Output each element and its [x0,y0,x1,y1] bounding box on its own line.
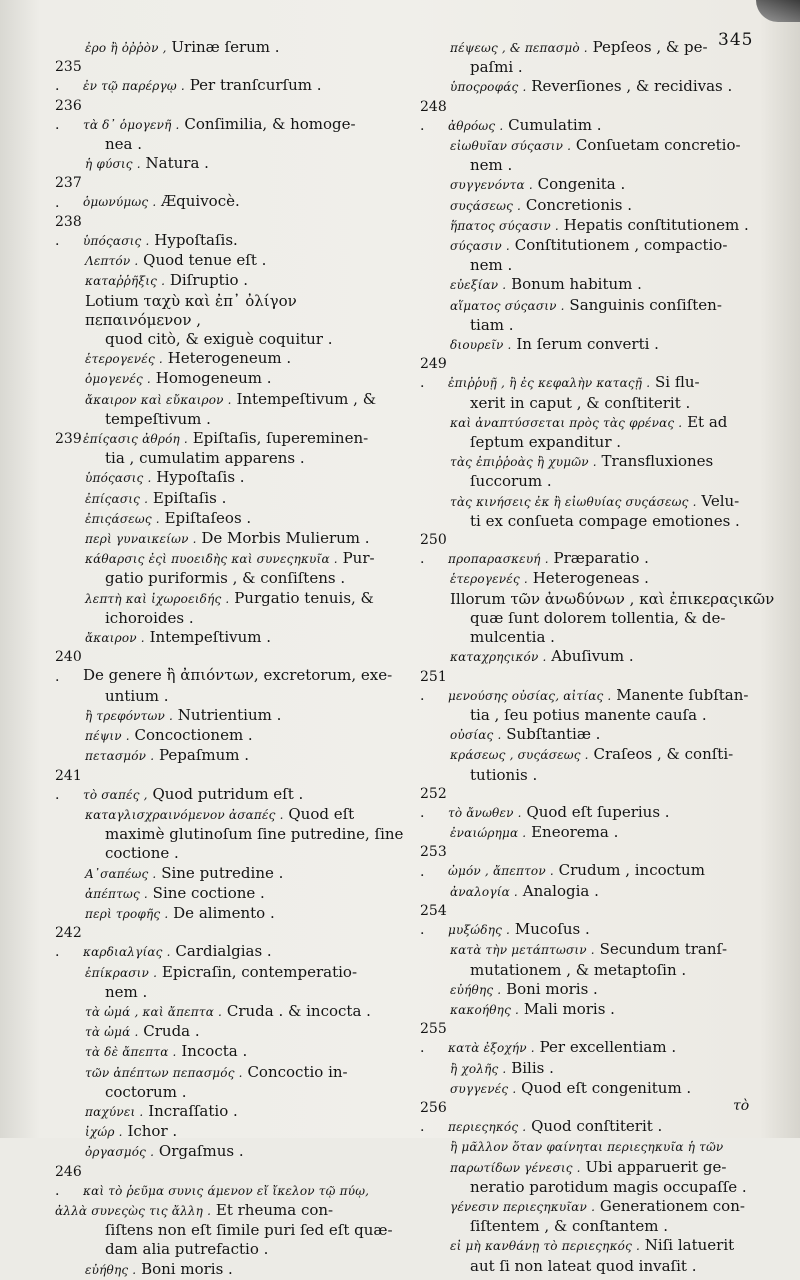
latin-translation: Pepaſmum . [159,746,250,765]
entry-continuation: quæ ſunt dolorem tollentia, & de- mulcentia . [470,608,726,647]
latin-translation: Quod eſt ſuperius . [526,802,670,821]
entry-continuation: tempeſtivum . [105,409,211,428]
latin-translation: Congenita . [537,175,626,194]
glossary-entry [55,805,405,864]
glossary-entry [420,452,775,491]
greek-term: ἀναλογία . [450,884,518,899]
entry-number: 235. [55,59,82,95]
greek-term: συγγενές . [450,1081,517,1096]
glossary-entry [55,706,405,726]
greek-term: ἐν τῷ παρέργῳ . [83,79,185,94]
page-number: 345 [718,30,754,50]
latin-translation: Secundum tranſ- [599,940,728,959]
glossary-entry [55,767,405,805]
latin-translation: De Morbis Mulierum . [201,529,370,548]
glossary-entry [55,726,405,746]
entry-number: 255. [420,1021,447,1057]
greek-term: ἐπιῤῥυῇ , ἢ ἐς κεφαλὴν καταςῇ . [448,376,651,391]
glossary-entry [420,236,775,275]
greek-term: καὶ τὸ ῥεῦμα συνις άμενον εἴ ἴκελον τῷ πύῳ, ἀλλὰ συνεςὼς τις ἄλλη . [55,1183,370,1218]
greek-term: ἡ φύσις . [85,157,141,172]
greek-term: ὑποςροφάς . [450,80,527,95]
latin-translation: Analogia . [522,881,599,900]
glossary-entry [55,1142,405,1162]
greek-term: τὸ σαπές , [83,787,148,802]
glossary-entry [420,1059,775,1079]
glossary-entry [55,154,405,174]
greek-term: εὐήθης . [450,982,502,997]
greek-term: κακοήθης . [450,1002,520,1017]
greek-term: τὰ ὠμά , καὶ ἄπεπτα . [85,1004,223,1019]
latin-translation: Quod tenue eſt . [143,251,267,270]
greek-term: συγγενόντα . [450,178,533,193]
latin-translation: Sine coctione . [152,883,265,902]
latin-translation: Nutrientium . [177,705,282,724]
latin-translation: Homogeneum . [155,369,272,388]
glossary-entry [420,902,775,940]
entry-number: 256. [420,1099,447,1136]
glossary-entry [55,390,405,429]
latin-translation: Mucoſus . [514,920,590,939]
latin-translation: Transfluxiones [601,452,714,471]
greek-term: ὁμωνύμως . [83,195,157,210]
glossary-entry [420,275,775,295]
latin-translation: Subſtantiæ . [506,725,601,744]
entry-continuation: nea . [105,135,143,154]
latin-translation: Per tranſcurſum . [189,76,322,95]
entry-continuation: ſuccorum . [470,472,552,491]
latin-translation: Epiſtaſis . [152,488,227,507]
entry-number: 249. [420,356,447,392]
latin-translation: Niſi latuerit [644,1236,735,1255]
latin-translation: Craſeos , & conſti- [593,745,734,764]
greek-term: καρδιαλγίας . [83,945,171,960]
glossary-entry [420,1079,775,1099]
latin-translation: Hypoſtaſis. [154,231,238,250]
greek-term: ἢ τρεφόντων . [85,708,174,723]
latin-translation: Bilis . [511,1058,554,1077]
latin-translation: Heterogeneum . [167,349,292,368]
latin-translation: Si flu- [655,373,700,392]
greek-term: διουρεῖν . [450,338,512,353]
greek-term: καταγλισχραινόμενον ἀσαπές . [85,807,284,822]
latin-translation: Concretionis . [525,195,633,214]
latin-translation: Cruda . & incocta . [226,1001,371,1020]
greek-term: πέψεως , & πεπασμὸ . [450,41,588,55]
greek-term: τὸ ἄνωθεν . [448,805,522,820]
latin-translation: Conſimilia, & homoge- [184,114,356,133]
entry-continuation: maximè glutinoſum ſine putredine, ſine coctione . [105,825,404,863]
entry-continuation: xerit in caput , & conſtiterit . [470,393,691,412]
greek-term: ἐπιςάσεως . [85,511,160,526]
greek-term: ἢ χολῆς . [450,1061,507,1076]
left-column [55,38,405,1280]
latin-translation: Cruda . [143,1022,200,1041]
glossary-entry [420,843,775,881]
glossary-entry [55,292,405,350]
glossary-entry [420,196,775,216]
latin-translation: Quod conſtiterit . [531,1117,663,1136]
glossary-entry [420,1000,775,1020]
glossary-entry [55,589,405,628]
latin-translation: Natura . [145,154,209,173]
entry-continuation: quod citò, & exiguè coquitur . [105,330,333,349]
latin-translation: Intempeſtivum . [149,628,272,647]
entry-number: 242. [55,925,82,961]
greek-term: ἀπέπτως . [85,886,148,901]
latin-translation: Incraſſatio . [148,1101,238,1120]
greek-term: ἄκαιρον καὶ εὔκαιρον . [85,392,232,407]
entry-number: 248. [420,98,447,134]
glossary-entry [55,884,405,904]
greek-term: ἢ μᾶλλον ὅταν φαίνηται περιεςηκυῖα ἡ τῶν παρωτίδων γένεσις . [450,1140,724,1175]
glossary-entry [420,882,775,902]
latin-translation: Abuſivum . [551,647,634,666]
latin-translation: Purgatio tenuis, & [234,588,374,607]
entry-continuation: tia , ſeu potius manente cauſa . [470,705,707,724]
latin-translation: Ubi apparuerit ge- [585,1157,727,1176]
entry-continuation: ti ex conſueta compage emotiones . [470,511,740,530]
greek-term: οὐσίας . [450,728,502,743]
glossary-entry [55,1063,405,1102]
glossary-entry [420,823,775,843]
latin-translation: Ichor . [127,1122,178,1141]
glossary-entry [55,251,405,271]
glossary-entry [55,1163,405,1260]
glossary-entry [55,1042,405,1062]
glossary-entry [55,271,405,291]
glossary-entry [420,531,775,569]
greek-term: περιεςηκός . [448,1120,527,1135]
greek-term: ἄκαιρον . [85,631,145,646]
greek-term: μυξώδης . [448,923,511,938]
greek-term: τῶν ἀπέπτων πεπασμός . [85,1065,243,1080]
latin-translation: Hypoſtaſis . [156,468,245,487]
latin-translation: De genere ἢ ἀπιόντων, excretorum, exe- [83,666,393,685]
glossary-entry [420,175,775,195]
entry-number: 241. [55,767,82,803]
glossary-entry [55,1102,405,1122]
latin-translation: Intempeſtivum , & [236,389,377,408]
glossary-entry [420,590,775,648]
greek-term: κατὰ τὴν μετάπτωσιν . [450,943,595,958]
greek-term: καταῤῥῆξις . [85,274,166,289]
glossary-entry [420,647,775,667]
latin-translation: De alimento . [173,903,275,922]
greek-term: ἰχώρ . [85,1125,123,1140]
entry-number: 252. [420,785,447,821]
entry-continuation: nem . [105,982,148,1001]
greek-term: καὶ ἀναπτύσσεται πρὸς τὰς φρένας . [450,415,683,430]
latin-translation: Conſuetam concretio- [575,136,741,155]
greek-term: ὁμογενές . [85,372,151,387]
latin-translation: Illorum τῶν ἀνωδύνων , καὶ ἐπικεραςικῶν [450,589,775,608]
latin-translation: Reverſiones , & recidivas . [531,77,733,96]
greek-term: ἐπίςασις . [85,491,149,506]
latin-translation: Quod eſt [288,804,355,823]
latin-translation: Hepatis conſtitutionem . [563,215,749,234]
greek-term: ὑπόςασις . [83,234,150,249]
glossary-entry [55,38,405,58]
glossary-entry [55,489,405,509]
glossary-entry [420,980,775,1000]
right-column [420,38,775,1276]
latin-translation: Pur- [342,549,375,568]
latin-translation: Epiſtaſeos . [164,508,252,527]
glossary-entry [55,1122,405,1142]
glossary-entry [55,174,405,212]
entry-number: 246. [55,1163,82,1199]
greek-term: ἐπίςασις ἀθρόη . [83,432,188,447]
glossary-entry [420,668,775,726]
greek-term: σύςασιν . [450,239,510,254]
latin-translation: Bonum habitum . [511,275,642,294]
greek-term: κατὰ ἐξοχήν . [448,1041,535,1056]
greek-term: προπαρασκευή . [448,552,549,567]
latin-translation: Quod eſt congenitum . [521,1078,692,1097]
greek-term: μενούσης οὐσίας, αἰτίας . [448,688,612,703]
latin-translation: Conſtitutionem , compactio- [514,236,728,255]
latin-translation: Per excellentiam . [539,1038,677,1057]
glossary-entry [420,725,775,745]
greek-term: καταχρηςικόν . [450,650,547,665]
entry-number: 237. [55,175,82,211]
greek-term: πετασμόν . [85,749,155,764]
glossary-entry [420,785,775,823]
entry-continuation: tutionis . [470,765,538,784]
glossary-entry [55,529,405,549]
glossary-entry [420,38,775,77]
glossary-entry [420,413,775,452]
glossary-entry [420,1197,775,1236]
entry-continuation: aut ſi non lateat quod invaſit . [470,1256,697,1275]
entry-continuation: gatio puriformis , & conſiſtens . [105,569,346,588]
entry-number: 239 [55,431,82,448]
greek-term: τὰ δὲ ἄπεπτα . [85,1045,177,1060]
greek-term: ἑτερογενές . [450,572,528,587]
entry-number: 240. [55,649,82,685]
glossary-entry [55,864,405,884]
latin-translation: Boni moris . [506,979,598,998]
greek-term: τὰς ἐπιῤῥοὰς ἢ χυμῶν . [450,455,597,470]
glossary-entry [55,549,405,588]
latin-translation: Pepſeos , & pe- [592,38,708,56]
latin-translation: Velu- [701,491,740,510]
entry-number: 254. [420,902,447,939]
latin-translation: Præparatio . [553,549,649,568]
latin-translation: Diſruptio . [169,271,249,290]
glossary-entry [420,492,775,531]
latin-translation: Sanguinis conſiſten- [569,295,722,314]
latin-translation: Et ad [687,412,728,431]
greek-term: πέψιν . [85,729,130,744]
glossary-entry [55,1002,405,1022]
entry-continuation: ſiſtentem , & conſtantem . [470,1217,668,1236]
greek-term: ἑτερογενές . [85,352,163,367]
entry-continuation: neratio parotidum magis occupaſſe . [470,1177,747,1196]
greek-term: συςάσεως . [450,198,522,213]
entry-number: 251. [420,668,447,704]
latin-translation: Sine putredine . [161,863,284,882]
greek-term: κράσεως , συςάσεως . [450,748,589,763]
glossary-entry [55,349,405,369]
glossary-entry [55,628,405,648]
latin-translation: Orgaſmus . [158,1142,244,1161]
glossary-entry [420,77,775,97]
latin-translation: Concoctionem . [134,726,253,745]
glossary-entry [420,745,775,784]
latin-translation: Incocta . [181,1042,248,1061]
glossary-entry [420,940,775,979]
latin-translation: Et rheuma con- [215,1200,334,1219]
entry-continuation: tia , cumulatim apparens . [105,449,305,468]
entry-continuation: coctorum . [105,1082,187,1101]
glossary-entry [420,216,775,236]
latin-translation: Quod putridum eſt . [152,784,304,803]
greek-term: Λεπτόν . [85,254,139,269]
glossary-entry [420,98,775,136]
greek-term: ἐπίκρασιν . [85,965,158,980]
greek-term: κάθαρσις ἐςὶ πυοειδὴς καὶ συνεςηκυῖα . [85,552,338,567]
glossary-entry [55,369,405,389]
greek-term: Α᾽σαπέως . [85,866,157,881]
latin-translation: Æquivocè. [161,192,240,211]
entry-continuation: nem . [470,156,513,175]
greek-term: λεπτὴ καὶ ἰχωροειδής . [85,591,230,606]
greek-term: περὶ τροφῆς . [85,906,169,921]
greek-term: τὰ δ᾽ ὁμογενῆ . [83,117,180,132]
glossary-entry [420,296,775,335]
glossary-entry [55,509,405,529]
glossary-entry [55,648,405,706]
page-corner-shadow [756,0,800,22]
latin-translation: In ſerum converti . [516,335,659,354]
greek-term: εὐεξίαν . [450,278,507,293]
greek-term: ὠμόν , ἄπεπτον . [448,864,554,879]
glossary-entry [420,1020,775,1058]
glossary-entry [55,924,405,962]
entry-continuation: ſeptum expanditur . [470,433,622,452]
entry-continuation: mutationem , & metaptoſin . [470,960,687,979]
entry-number: 236. [55,97,82,133]
latin-translation: Epiſtaſis, ſupereminen- [192,429,369,448]
greek-term: εἰωθυῖαν σύςασιν . [450,139,572,154]
glossary-entry [420,1236,775,1275]
greek-term: τὰ ὠμά . [85,1025,139,1040]
latin-translation: Manente ſubſtan- [616,685,749,704]
catchword: τὸ [733,1098,750,1114]
latin-translation: Heterogeneas . [532,569,649,588]
entry-continuation: untium . [105,686,169,705]
latin-translation: Concoctio in- [247,1062,348,1081]
greek-term: αἵματος σύςασιν . [450,298,565,313]
greek-term: περὶ γυναικείων . [85,532,197,547]
glossary-entry [55,904,405,924]
glossary-entry [55,746,405,766]
entry-continuation: paſmi . [470,58,523,77]
entry-continuation: nem . [470,256,513,275]
entry-number: 238. [55,213,82,250]
latin-translation: Crudum , incoctum [558,861,705,880]
entry-number: 250. [420,532,447,568]
entry-number: 253. [420,844,447,880]
latin-translation: Eneorema . [531,823,619,842]
greek-term: γένεσιν περιεςηκυῖαν . [450,1199,596,1214]
glossary-entry [420,1137,775,1197]
greek-term: παχύνει . [85,1104,144,1119]
latin-translation: Boni moris . [141,1259,233,1278]
latin-translation: Urinæ ſerum . [171,38,280,56]
latin-translation: Lotium ταχὺ καὶ ἐπ᾽ ὀλίγον πεπαινόμενον , [85,291,297,329]
glossary-entry [420,355,775,413]
greek-term: εἰ μὴ κανθάνῃ τὸ περιεςηκός . [450,1239,641,1254]
latin-translation: Cumulatim . [508,115,602,134]
glossary-entry [420,569,775,589]
glossary-entry [55,963,405,1002]
latin-translation: Cardialgias . [175,942,272,961]
glossary-entry [55,58,405,96]
glossary-entry [420,136,775,175]
entry-continuation: ſiſtens non eſt ſimile puri ſed eſt quæ- dam alia putrefactio . [105,1221,393,1259]
glossary-entry [420,335,775,355]
greek-term: ὑπόςασις . [85,471,152,486]
glossary-entry [55,468,405,488]
greek-term: ὀργασμός . [85,1145,155,1160]
latin-translation: Epicraſin, contemperatio- [161,962,358,981]
greek-term: ἥπατος σύςασιν . [450,218,559,233]
glossary-entry [55,1260,405,1280]
latin-translation: Mali moris . [523,999,615,1018]
greek-term: ἀθρόως . [448,118,504,133]
glossary-entry [55,1022,405,1042]
glossary-entry [55,429,405,468]
greek-term: ἐρο ἢ ὀῤῥὸν , [85,41,167,55]
entry-continuation: tiam . [470,315,514,334]
latin-translation: Generationem con- [599,1196,745,1215]
glossary-entry [55,97,405,155]
entry-continuation: ichoroides . [105,608,194,627]
greek-term: εὐήθης . [85,1262,137,1277]
greek-term: ἐναιώρημα . [450,826,527,841]
greek-term: τὰς κινήσεις ἐκ ἢ εἰωθυίας συςάσεως . [450,494,697,509]
glossary-entry [55,213,405,251]
glossary-entry [420,1099,775,1137]
